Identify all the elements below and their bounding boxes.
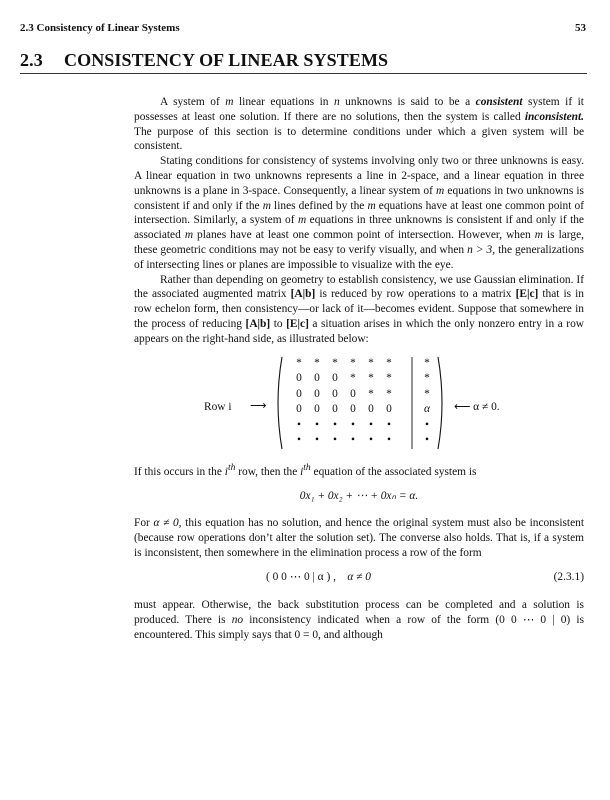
matrix-cell: 0 xyxy=(314,387,320,400)
running-head xyxy=(20,22,586,34)
matrix-cell: 0 xyxy=(350,387,356,400)
matrix-cell: * xyxy=(386,387,392,400)
matrix-cell: • xyxy=(297,434,301,447)
matrix-cell: 0 xyxy=(368,403,374,416)
term-inconsistent: inconsistent. xyxy=(524,110,584,123)
body-text xyxy=(134,95,584,643)
matrix-cell: * xyxy=(368,387,374,400)
matrix-cell: * xyxy=(424,387,430,400)
paragraph-4: If this occurs in the $i^{th}$ row, then the $i^{th}$ equation of the associated system is xyxy=(134,462,477,478)
matrix-cell: • xyxy=(369,418,373,431)
matrix-cell: * xyxy=(424,372,430,385)
matrix-cell: * xyxy=(314,356,320,369)
equation-zero-row: 0x₁ + 0x₂ + ⋯ + 0xₙ = α. xyxy=(299,490,419,503)
alpha-condition: α ≠ 0 xyxy=(347,571,371,584)
matrix-cell: • xyxy=(369,434,373,447)
matrix-cell: • xyxy=(333,418,337,431)
page-number: 53 xyxy=(575,22,586,34)
matrix-cell: 0 xyxy=(296,403,302,416)
paragraph-6: must appear. Otherwise, the back substitution process can be completed and a solution is produced. There is no inconsistency indicated when a row of the form (0 0 ⋯ 0 | 0) is encountered. This simply says that 0 = 0, and although xyxy=(134,599,584,641)
matrix-cell: • xyxy=(351,434,355,447)
paragraph-3: Rather than depending on geometry to establish consistency, we use Gaussian elimination. If the associated augmented matrix [A|b] is reduced by row operations to a matrix [E|c] that is in row echelon form, then consistency—or lack of it—becomes evident. Suppose that somewhere in the process of reducing [A|b] to [E|c] a situation arises in which the only nonzero entry in a row appears on the right-hand side, as illustrated below: xyxy=(134,273,584,345)
matrix-cell: • xyxy=(351,418,355,431)
matrix-cell: 0 xyxy=(314,372,320,385)
matrix-cell: • xyxy=(315,418,319,431)
augmented-matrix-figure xyxy=(134,355,584,451)
matrix-cell: 0 xyxy=(386,403,392,416)
matrix-cell: 0 xyxy=(314,403,320,416)
matrix-cell: 0 xyxy=(332,403,338,416)
matrix-cell: • xyxy=(297,418,301,431)
running-title: 2.3 Consistency of Linear Systems xyxy=(20,22,180,34)
right-paren xyxy=(438,357,442,449)
inconsistent-row: ( 0 0 ⋯ 0 | α ) , xyxy=(266,571,336,584)
row-label: Row i xyxy=(204,400,232,413)
paragraph-5: For α ≠ 0, this equation has no solution, and hence the original system must also be inconsistent (because row operations don’t alter the solution set). The converse also holds. That is, if a system is inconsistent, then somewhere in the elimination process a row of the form xyxy=(134,516,584,559)
matrix-cell: * xyxy=(386,356,392,369)
matrix-cell: • xyxy=(387,434,391,447)
matrix-cell: • xyxy=(425,434,429,447)
paragraph-2: Stating conditions for consistency of systems involving only two or three unknowns is easy. A linear equation in two unknowns represents a line in 2-space, and a linear equation in three unknowns is a plane in 3-space. Consequently, a linear system of m equations in two unknowns is consistent if and only if the m lines defined by the m equations have at least one common point of intersection. Similarly, a system of m equations in three unknowns is consistent if and only if the associated m planes have at least one common point of intersection. However, when m is large, these geometric conditions may not be easy to verify visually, and when n > 3, the generalizations of intersecting lines or planes are impossible to visualize with the eye. xyxy=(134,155,585,271)
equation-tag: (2.3.1) xyxy=(553,571,584,584)
matrix-cell: * xyxy=(350,372,356,385)
matrix-cell: * xyxy=(368,356,374,369)
left-paren xyxy=(278,357,282,449)
section-number: 2.3 xyxy=(20,50,43,70)
matrix-cell: * xyxy=(368,372,374,385)
matrix-cell: • xyxy=(387,418,391,431)
section-title-text: CONSISTENCY OF LINEAR SYSTEMS xyxy=(64,50,389,70)
section-title xyxy=(20,50,388,71)
matrix-cell: 0 xyxy=(332,372,338,385)
matrix-cell: 0 xyxy=(296,372,302,385)
matrix-cell: 0 xyxy=(296,387,302,400)
row-arrow-icon: ⟶ xyxy=(250,399,267,412)
matrix-cell: * xyxy=(386,372,392,385)
matrix-cell: • xyxy=(425,418,429,431)
matrix-cell: • xyxy=(315,434,319,447)
alpha-note: ⟵ α ≠ 0. xyxy=(454,400,500,413)
title-rule xyxy=(20,73,587,74)
term-consistent: consistent xyxy=(475,96,523,108)
matrix-cell: • xyxy=(333,434,337,447)
matrix-cell: * xyxy=(350,356,356,369)
matrix-cell: * xyxy=(424,356,430,369)
matrix-cell: 0 xyxy=(332,387,338,400)
matrix-cell: 0 xyxy=(350,403,356,416)
matrix-cell: * xyxy=(332,356,338,369)
emph-no: no xyxy=(231,614,244,627)
equation-2-3-1 xyxy=(134,570,584,588)
matrix xyxy=(274,355,446,451)
matrix-cell: α xyxy=(424,403,430,416)
matrix-cell: * xyxy=(296,356,302,369)
paragraph-1: A system of m linear equations in n unknowns is said to be a consistent system if it possesses at least one solution. If there are no solutions, then the system is called inconsistent. The purpose of this section is to determine conditions under which a given system will be consistent. xyxy=(134,96,584,153)
